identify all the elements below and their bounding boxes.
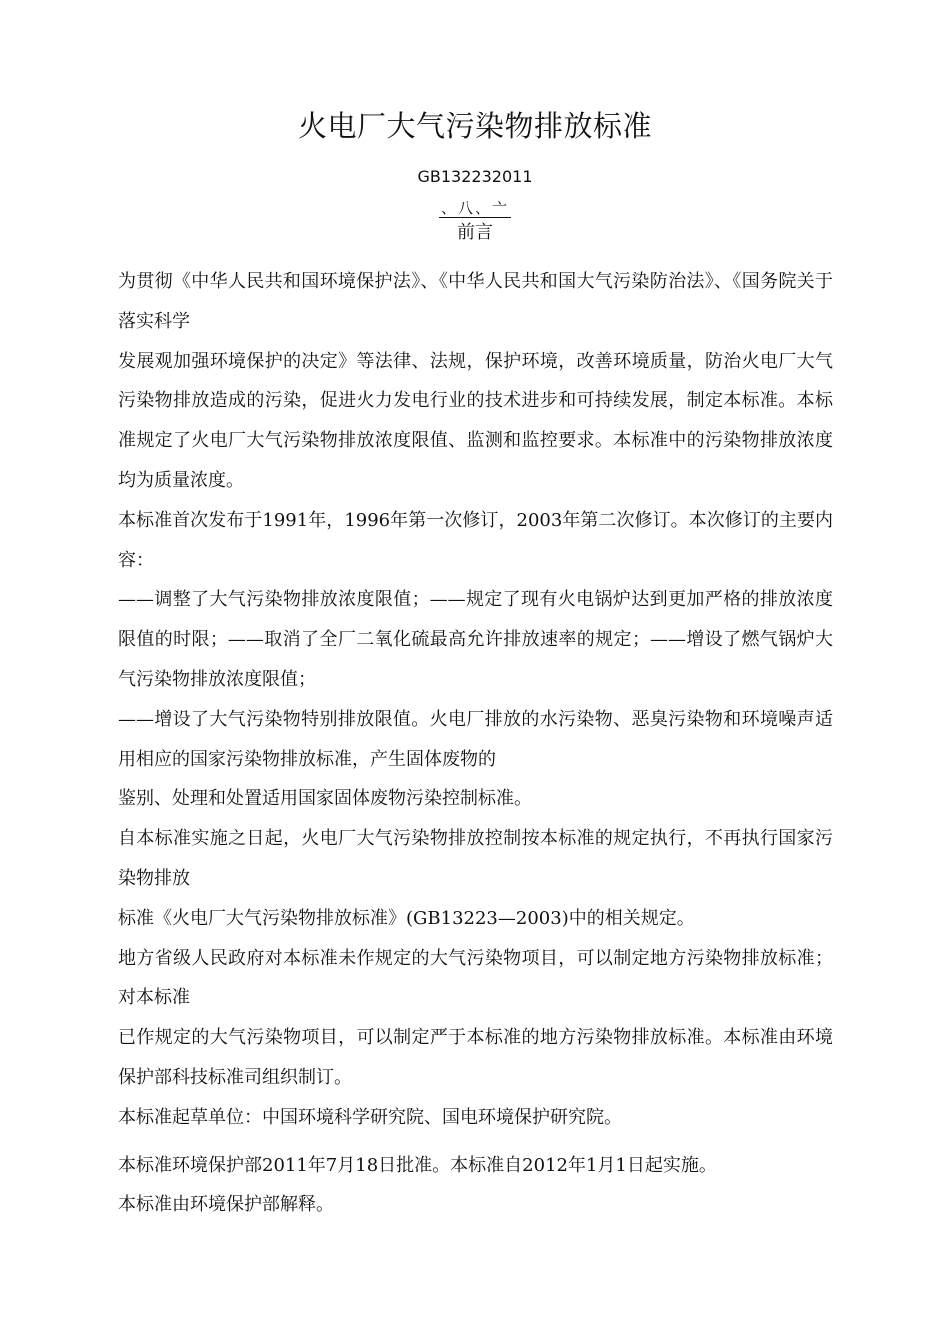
paragraph: 本标准环境保护部2011年7月18日批准。本标准自2012年1月1日起实施。 xyxy=(118,1154,717,1176)
paragraph: 鉴别、处理和处置适用国家固体废物污染控制标准。 xyxy=(118,788,532,810)
paragraph: 本标准起草单位：中国环境科学研究院、国电环境保护研究院。 xyxy=(118,1106,622,1128)
marks-text: 、八、亠 xyxy=(440,199,509,217)
paragraph: 为贯彻《中华人民共和国环境保护法》、《中华人民共和国大气污染防治法》、《国务院关于落实科学 xyxy=(118,271,833,332)
paragraph: 本标准首次发布于1991年，1996年第一次修订，2003年第二次修订。本次修订的主要内容： xyxy=(118,509,833,571)
preface-body xyxy=(118,262,833,1225)
paragraph: 地方省级人民政府对本标准未作规定的大气污染物项目，可以制定地方污染物排放标准；对本标准 xyxy=(118,947,833,1009)
standard-code: GB132232011 xyxy=(417,167,533,186)
paragraph: 发展观加强环境保护的决定》等法律、法规，保护环境，改善环境质量，防治火电厂大气污染物排放造成的污染，促进火力发电行业的技术进步和可持续发展，制定本标准。本标准规定了火电厂大气污染物排放浓度限值、监测和监控要求。本标准中的污染物排放浓度均为质量浓度。 xyxy=(118,350,833,491)
paragraph: 标准《火电厂大气污染物排放标准》(GB13223—2003)中的相关规定。 xyxy=(118,907,695,929)
underlined-marks xyxy=(0,200,950,216)
paragraph: 自本标准实施之日起，火电厂大气污染物排放控制按本标准的规定执行，不再执行国家污染物排放 xyxy=(118,828,833,889)
paragraph: ——调整了大气污染物排放浓度限值；——规定了现有火电锅炉达到更加严格的排放浓度限值的时限；——取消了全厂二氧化硫最高允许排放速率的规定；——增设了燃气锅炉大气污染物排放浓度限值； xyxy=(118,589,833,690)
paragraph: ——增设了大气污染物特别排放限值。火电厂排放的水污染物、恶臭污染物和环境噪声适用相应的国家污染物排放标准，产生固体废物的 xyxy=(118,708,833,770)
preface-heading: 前言 xyxy=(457,222,493,243)
paragraph: 本标准由环境保护部解释。 xyxy=(118,1194,334,1216)
document-title: 火电厂大气污染物排放标准 xyxy=(297,109,652,143)
paragraph: 已作规定的大气污染物项目，可以制定严于本标准的地方污染物排放标准。本标准由环境保护部科技标准司组织制订。 xyxy=(118,1027,833,1088)
